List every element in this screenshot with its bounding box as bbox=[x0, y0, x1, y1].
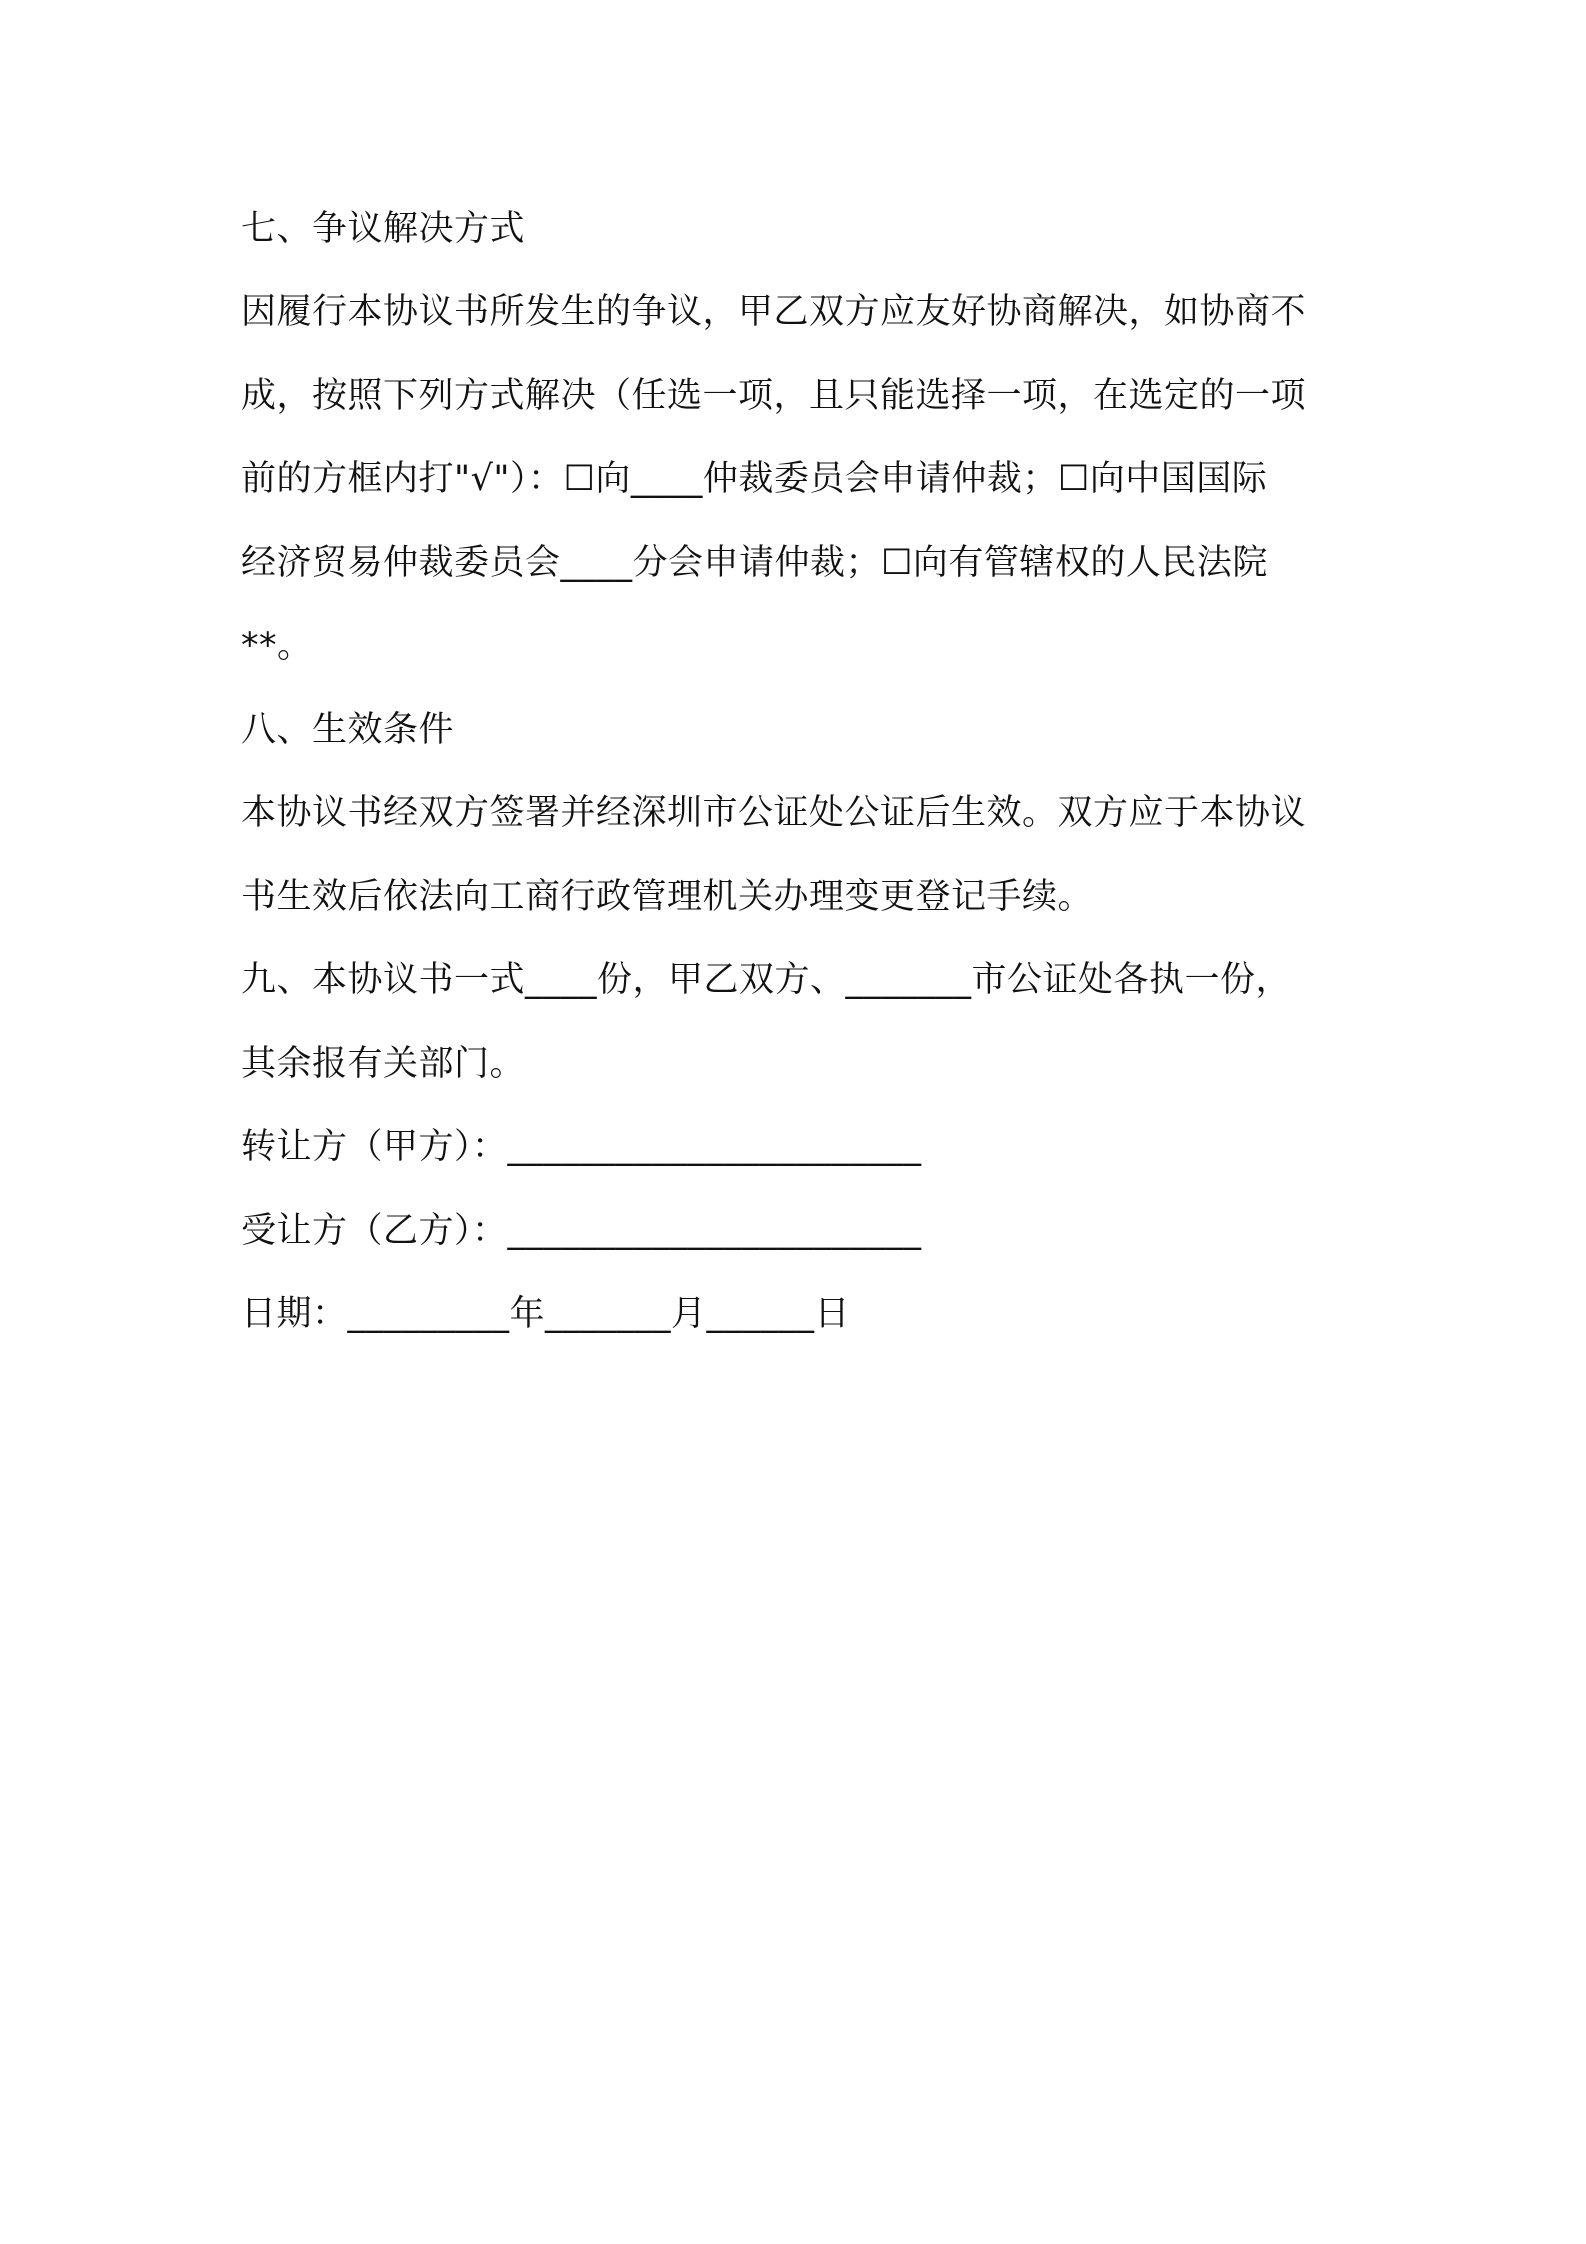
section-7-line-1: 因履行本协议书所发生的争议，甲乙双方应友好协商解决，如协商不 bbox=[241, 292, 1307, 332]
section-7-heading: 七、争议解决方式 bbox=[241, 209, 526, 249]
transferor-signature-line: 转让方（甲方）：_______________________ bbox=[241, 1127, 922, 1167]
section-8-line-2: 书生效后依法向工商行政管理机关办理变更登记手续。 bbox=[241, 877, 1094, 917]
transferee-signature-line: 受让方（乙方）：_______________________ bbox=[241, 1211, 922, 1251]
section-8-heading: 八、生效条件 bbox=[241, 710, 455, 750]
section-7-line-4: 经济贸易仲裁委员会____分会申请仲裁；☐向有管辖权的人民法院 bbox=[241, 543, 1268, 583]
section-8-line-1: 本协议书经双方签署并经深圳市公证处公证后生效。双方应于本协议 bbox=[241, 793, 1307, 833]
section-9-line-1: 九、本协议书一式____份，甲乙双方、_______市公证处各执一份， bbox=[241, 960, 1292, 1000]
section-7-line-2: 成，按照下列方式解决（任选一项，且只能选择一项，在选定的一项 bbox=[241, 376, 1307, 416]
date-line: 日期：_________年_______月______日 bbox=[241, 1294, 851, 1334]
section-7-line-3: 前的方框内打"√"）：☐向____仲裁委员会申请仲裁；☐向中国国际 bbox=[241, 459, 1268, 499]
section-9-line-2: 其余报有关部门。 bbox=[241, 1044, 526, 1084]
section-7-line-5: **。 bbox=[241, 626, 313, 666]
